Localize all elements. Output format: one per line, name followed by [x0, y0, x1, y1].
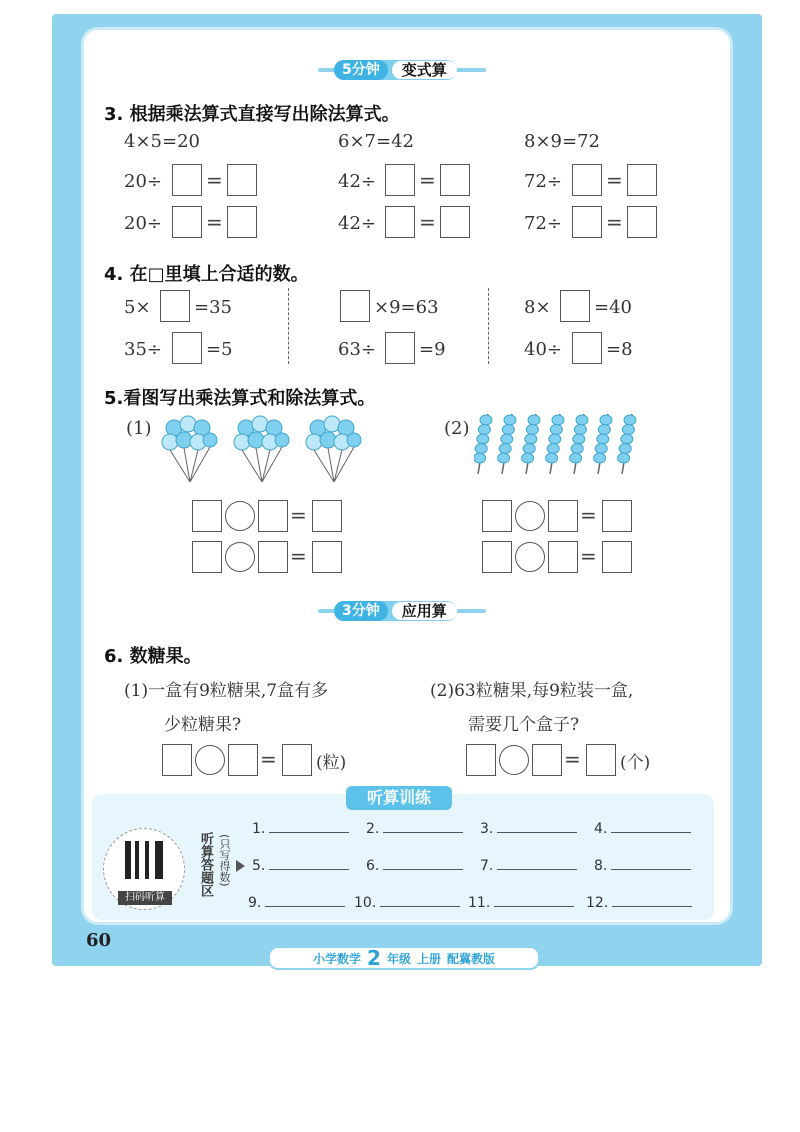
q4-expr: 8×: [524, 297, 551, 318]
skewer: [474, 414, 492, 474]
blank-number: 5.: [252, 858, 266, 874]
answer-box[interactable]: [228, 744, 258, 776]
blank-item: [366, 857, 463, 874]
footer-grade: 2: [367, 946, 381, 970]
q4-expr: 63÷: [338, 339, 376, 360]
bead: [570, 453, 582, 463]
answer-box[interactable]: [627, 206, 657, 238]
answer-box[interactable]: [192, 500, 222, 532]
equals-sign: =: [564, 747, 581, 771]
answer-box[interactable]: [340, 290, 370, 322]
equals-sign: =: [206, 210, 223, 234]
blank-number: 11.: [468, 895, 491, 911]
answer-box[interactable]: [160, 290, 190, 322]
answer-box[interactable]: [602, 500, 632, 532]
operator-circle[interactable]: [195, 745, 225, 775]
answer-box[interactable]: [572, 332, 602, 364]
word-problem-text: (1)一盒有9粒糖果,7盒有多: [124, 681, 329, 701]
q3-expr: 72÷: [524, 213, 562, 234]
bead: [502, 425, 514, 435]
bead: [499, 444, 511, 454]
bead: [619, 444, 631, 454]
q3-expr: 72÷: [524, 171, 562, 192]
blank-number: 10.: [354, 895, 377, 911]
bead: [595, 444, 607, 454]
blank-number: 2.: [366, 821, 380, 837]
word-problem-text: 少粒糖果?: [164, 715, 242, 735]
unit-label: (个): [620, 753, 651, 773]
answer-blank[interactable]: [497, 857, 577, 870]
answer-box[interactable]: [532, 744, 562, 776]
operator-circle[interactable]: [515, 501, 545, 531]
blank-item: [480, 857, 577, 874]
dashed-divider: [488, 288, 489, 364]
answer-box[interactable]: [466, 744, 496, 776]
answer-box[interactable]: [172, 164, 202, 196]
bead: [480, 415, 492, 425]
bead: [550, 425, 562, 435]
answer-box[interactable]: [548, 500, 578, 532]
footer-banner: [268, 946, 540, 970]
q4-expr: =8: [606, 339, 633, 360]
answer-area-label: 听算答题区: [198, 832, 213, 897]
operator-circle[interactable]: [225, 501, 255, 531]
bead: [571, 444, 583, 454]
blank-item: [594, 820, 691, 837]
answer-box[interactable]: [227, 206, 257, 238]
answer-blank[interactable]: [380, 894, 460, 907]
bead: [528, 415, 540, 425]
answer-box[interactable]: [586, 744, 616, 776]
bead: [526, 425, 538, 435]
q4-expr: =9: [419, 339, 446, 360]
answer-box[interactable]: [440, 206, 470, 238]
listening-tab: 听算训练: [346, 786, 452, 810]
q4-expr: 40÷: [524, 339, 562, 360]
answer-box[interactable]: [258, 500, 288, 532]
bead: [523, 444, 535, 454]
unit-label: (粒): [316, 753, 347, 773]
blank-item: [366, 820, 463, 837]
q4-expr: =5: [206, 339, 233, 360]
blank-item: [480, 820, 577, 837]
q3-equation: 6×7=42: [338, 131, 414, 152]
q3-equation: 4×5=20: [124, 131, 200, 152]
answer-box[interactable]: [162, 744, 192, 776]
bead: [501, 434, 513, 444]
bead: [573, 434, 585, 444]
skewers-image: [474, 412, 654, 478]
blank-number: 3.: [480, 821, 494, 837]
blank-number: 1.: [252, 821, 266, 837]
answer-box[interactable]: [602, 541, 632, 573]
answer-box[interactable]: [312, 541, 342, 573]
answer-box[interactable]: [385, 332, 415, 364]
q4-expr: 35÷: [124, 339, 162, 360]
bead: [597, 434, 609, 444]
q3-expr: 42÷: [338, 213, 376, 234]
equals-sign: =: [290, 544, 307, 568]
bead: [477, 434, 489, 444]
answer-box[interactable]: [385, 164, 415, 196]
bead: [474, 453, 486, 463]
blank-item: [354, 894, 460, 911]
equals-sign: =: [606, 210, 623, 234]
answer-box[interactable]: [440, 164, 470, 196]
balloon-bunches-image: [156, 412, 366, 488]
equals-sign: =: [606, 168, 623, 192]
blank-item: [248, 894, 345, 911]
equals-sign: =: [419, 210, 436, 234]
blank-number: 9.: [248, 895, 262, 911]
section-badge-1: [334, 60, 457, 80]
equals-sign: =: [206, 168, 223, 192]
skewer: [498, 414, 516, 474]
answer-area-note: (只写得数): [218, 834, 231, 887]
balloon-bunch: [162, 416, 217, 482]
q3-equation: 8×9=72: [524, 131, 600, 152]
bead: [549, 434, 561, 444]
answer-box[interactable]: [548, 541, 578, 573]
footer-volume: 上册: [416, 951, 441, 966]
bead: [624, 415, 636, 425]
blank-number: 6.: [366, 858, 380, 874]
answer-blank[interactable]: [612, 894, 692, 907]
answer-box[interactable]: [385, 206, 415, 238]
footer-grade-label: 年级: [386, 951, 411, 966]
bead: [475, 444, 487, 454]
arrow-right-icon: [236, 860, 245, 872]
answer-box[interactable]: [560, 290, 590, 322]
dashed-divider: [288, 288, 289, 364]
page-number: 60: [86, 930, 112, 951]
answer-blank[interactable]: [611, 820, 691, 833]
answer-box[interactable]: [312, 500, 342, 532]
operator-circle[interactable]: [515, 542, 545, 572]
blank-item: [586, 894, 692, 911]
bead: [618, 453, 630, 463]
answer-box[interactable]: [572, 206, 602, 238]
blank-item: [252, 857, 349, 874]
part-label: (1): [126, 418, 152, 439]
bead: [522, 453, 534, 463]
bead: [552, 415, 564, 425]
operator-circle[interactable]: [225, 542, 255, 572]
blank-number: 12.: [586, 895, 609, 911]
question-5-title: 5.看图写出乘法算式和除法算式。: [104, 388, 376, 409]
answer-box[interactable]: [627, 164, 657, 196]
footer-edition: 配冀教版: [446, 951, 495, 966]
equals-sign: =: [580, 544, 597, 568]
operator-circle[interactable]: [499, 745, 529, 775]
q4-expr: 5×: [124, 297, 151, 318]
footer-subject: 小学数学: [313, 951, 362, 966]
equals-sign: =: [260, 747, 277, 771]
question-6-title: 6. 数糖果。: [104, 646, 202, 667]
answer-blank[interactable]: [497, 820, 577, 833]
qr-code-icon[interactable]: [125, 841, 163, 879]
answer-box[interactable]: [258, 541, 288, 573]
equals-sign: =: [580, 503, 597, 527]
balloon-bunch: [306, 416, 361, 482]
answer-blank[interactable]: [269, 820, 349, 833]
question-4-title: 4. 在□里填上合适的数。: [104, 264, 309, 285]
part-label: (2): [444, 418, 470, 439]
question-3-title: 3. 根据乘法算式直接写出除法算式。: [104, 104, 400, 125]
answer-blank[interactable]: [383, 857, 463, 870]
q3-expr: 42÷: [338, 171, 376, 192]
answer-box[interactable]: [192, 541, 222, 573]
section-time: 3分钟: [334, 601, 388, 621]
skewer: [546, 414, 564, 474]
answer-blank[interactable]: [269, 857, 349, 870]
bead: [546, 453, 558, 463]
equals-sign: =: [419, 168, 436, 192]
word-problem-text: (2)63粒糖果,每9粒装一盒,: [430, 681, 634, 701]
section-badge-2: [334, 601, 457, 621]
qr-label: 扫码听算: [118, 891, 172, 905]
bead: [478, 425, 490, 435]
word-problem-text: 需要几个盒子?: [468, 715, 580, 735]
q4-expr: ×9=63: [374, 297, 439, 318]
section-title: 变式算: [392, 61, 457, 79]
bead: [576, 415, 588, 425]
skewer: [570, 414, 588, 474]
equals-sign: =: [290, 503, 307, 527]
blank-item: [252, 820, 349, 837]
balloon-bunch: [234, 416, 289, 482]
bead: [622, 425, 634, 435]
blank-number: 7.: [480, 858, 494, 874]
bead: [621, 434, 633, 444]
bead: [598, 425, 610, 435]
bead: [600, 415, 612, 425]
bead: [525, 434, 537, 444]
answer-box[interactable]: [227, 164, 257, 196]
blank-number: 8.: [594, 858, 608, 874]
answer-box[interactable]: [172, 206, 202, 238]
skewer: [522, 414, 540, 474]
answer-box[interactable]: [482, 541, 512, 573]
q3-expr: 20÷: [124, 171, 162, 192]
blank-item: [468, 894, 574, 911]
bead: [547, 444, 559, 454]
q4-expr: =40: [594, 297, 632, 318]
section-title: 应用算: [392, 602, 457, 620]
bead: [504, 415, 516, 425]
answer-box[interactable]: [282, 744, 312, 776]
skewer: [594, 414, 612, 474]
bead: [594, 453, 606, 463]
answer-box[interactable]: [572, 164, 602, 196]
q3-expr: 20÷: [124, 213, 162, 234]
bead: [498, 453, 510, 463]
answer-box[interactable]: [482, 500, 512, 532]
answer-blank[interactable]: [265, 894, 345, 907]
skewer: [618, 414, 636, 474]
answer-box[interactable]: [172, 332, 202, 364]
blank-item: [594, 857, 691, 874]
answer-blank[interactable]: [611, 857, 691, 870]
section-time: 5分钟: [334, 60, 388, 80]
q4-expr: =35: [194, 297, 232, 318]
answer-blank[interactable]: [494, 894, 574, 907]
bead: [574, 425, 586, 435]
blank-number: 4.: [594, 821, 608, 837]
answer-blank[interactable]: [383, 820, 463, 833]
